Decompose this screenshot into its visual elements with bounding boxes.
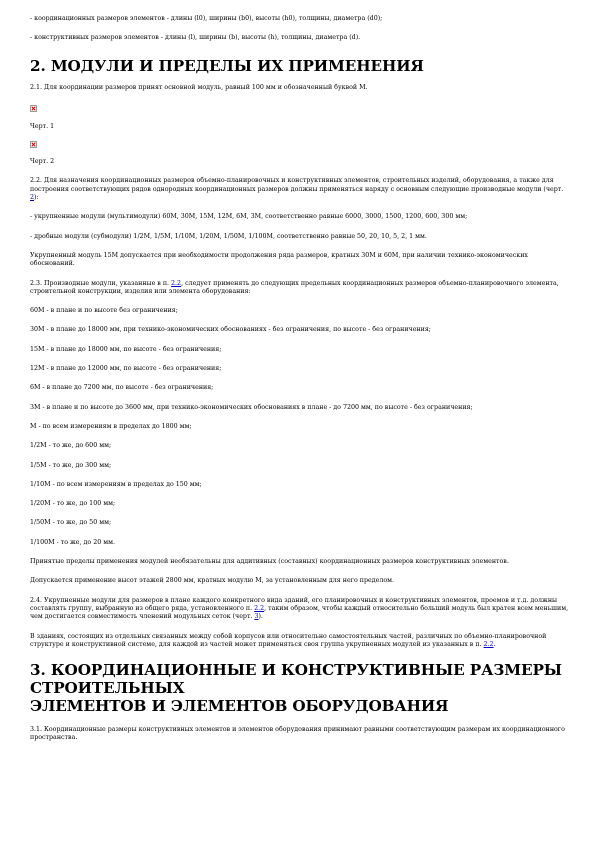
paragraph-3-1: 3.1. Координационные размеры конструктивных элементов и элементов оборудования принимают равными соответствующим размерам их координационного пространства.: [30, 726, 565, 742]
limit-item: 1/50М - то же, до 50 мм;: [30, 519, 112, 527]
figure-caption-2: Черт. 2: [30, 158, 55, 166]
paragraph-height-note: Допускается применение высот этажей 2800 мм, кратных модулю М, за установленным для него пределом.: [30, 577, 395, 585]
limit-item: 1/20М - то же, до 100 мм;: [30, 500, 116, 508]
figure-caption-1: Черт. 1: [30, 122, 55, 130]
link-fig-3[interactable]: 3: [254, 613, 259, 621]
list-item: - конструктивных размеров элементов - длины (l), ширины (b), высоты (h), толщины, диаметра (d).: [30, 34, 361, 42]
paragraph-2-4: 2.4. Укрупненные модули для размеров в плане каждого конкретного вида зданий, его планировочных и конструктивных элементов, проемов и т.д. должны составлять группу, выбранную из общего ряда, установленного п. 2.2, таким образом, чтобы каждый относительно больший модуль был кратен всем меньшим, чем достигается совместимость членений модульных сеток (черт. 3).: [30, 596, 569, 621]
link-fig-2[interactable]: 2: [30, 194, 35, 202]
section-heading-3: 3. КООРДИНАЦИОННЫЕ И КОНСТРУКТИВНЫЕ РАЗМЕРЫ СТРОИТЕЛЬНЫХ ЭЛЕМЕНТОВ И ЭЛЕМЕНТОВ ОБОРУДОВАНИЯ: [30, 661, 562, 716]
limit-item: М - по всем измерениям в пределах до 1800 мм;: [30, 422, 192, 430]
paragraph-2-1: 2.1. Для координации размеров принят основной модуль, равный 100 мм и обозначенный буквой М.: [30, 83, 368, 91]
paragraph-15m: Укрупненный модуль 15М допускается при необходимости продолжения ряда размеров, кратных 30М и 60М, при наличии технико-экономических обоснований.: [30, 251, 528, 268]
paragraph-2-2: 2.2. Для назначения координационных размеров объемно-планировочных и конструктивных элементов, строительных изделий, оборудования, а также для построения соответствующих рядов однородных координационных размеров должны применяться наряду с основным следующие производные модули (черт. 2):: [30, 177, 564, 202]
list-item: - координационных размеров элементов - длины (l0), ширины (b0), высоты (h0), толщины, диаметра (d0);: [30, 15, 383, 22]
paragraph-limits-note: Принятые пределы применения модулей необязательны для аддитивных (составных) координационных размеров конструктивных элементов.: [30, 558, 509, 566]
limit-item: 1/2М - то же, до 600 мм;: [30, 442, 112, 450]
limit-item: 30М - в плане до 18000 мм, при технико-экономических обоснованиях - без ограничения, по высоте - без ограничения;: [30, 326, 431, 334]
broken-image-icon[interactable]: [30, 141, 37, 148]
link-2-2[interactable]: 2.2: [171, 279, 182, 287]
limit-item: 1/10М - по всем измерениям в пределах до 150 мм;: [30, 480, 202, 488]
broken-image-icon[interactable]: [30, 105, 37, 112]
list-item: - дробные модули (субмодули) 1/2М, 1/5М, 1/10М, 1/20М, 1/50М, 1/100М, соответственно равные 50, 20, 10, 5, 2, 1 мм.: [30, 232, 427, 240]
link-2-2[interactable]: 2.2: [254, 604, 265, 612]
limit-item: 3М - в плане и по высоте до 3600 мм, при технико-экономических обоснованиях в плане - до 7200 мм, по высоте - без ограничения;: [30, 403, 473, 411]
limit-item: 60М - в плане и по высоте без ограничения;: [30, 307, 178, 315]
paragraph-2-3: 2.3. Производные модули, указанные в п. 2.2, следует применять до следующих предельных координационных размеров объемно-планировочного элемента, строительной конструкции, изделия или элемента оборудования:: [30, 279, 559, 295]
limit-item: 1/5М - то же, до 300 мм;: [30, 461, 112, 469]
limit-item: 1/100М - то же, до 20 мм.: [30, 538, 116, 546]
limit-item: 12М - в плане до 12000 мм, по высоте - без ограничения;: [30, 365, 222, 373]
limit-item: 15М - в плане до 18000 мм, по высоте - без ограничения;: [30, 345, 222, 353]
limit-item: 6М - в плане до 7200 мм, по высоте - без ограничения;: [30, 384, 214, 392]
paragraph-buildings: В зданиях, состоящих из отдельных связанных между собой корпусов или относительно самостоятельных частей, различных по объемно-планировочной структуре и конструктивной системе, для каждой из частей может применяться своя группа укрупненных модулей из указанных в п. 2.2.: [30, 632, 547, 648]
list-item: - укрупненные модули (мультимодули) 60М, 30М, 15М, 12М, 6М, 3М, соответственно равные 6000, 3000, 1500, 1200, 600, 300 мм;: [30, 213, 468, 221]
section-heading-2: 2. МОДУЛИ И ПРЕДЕЛЫ ИХ ПРИМЕНЕНИЯ: [30, 56, 424, 75]
link-2-2[interactable]: 2.2: [483, 640, 494, 648]
document-page: [30, 12, 570, 743]
